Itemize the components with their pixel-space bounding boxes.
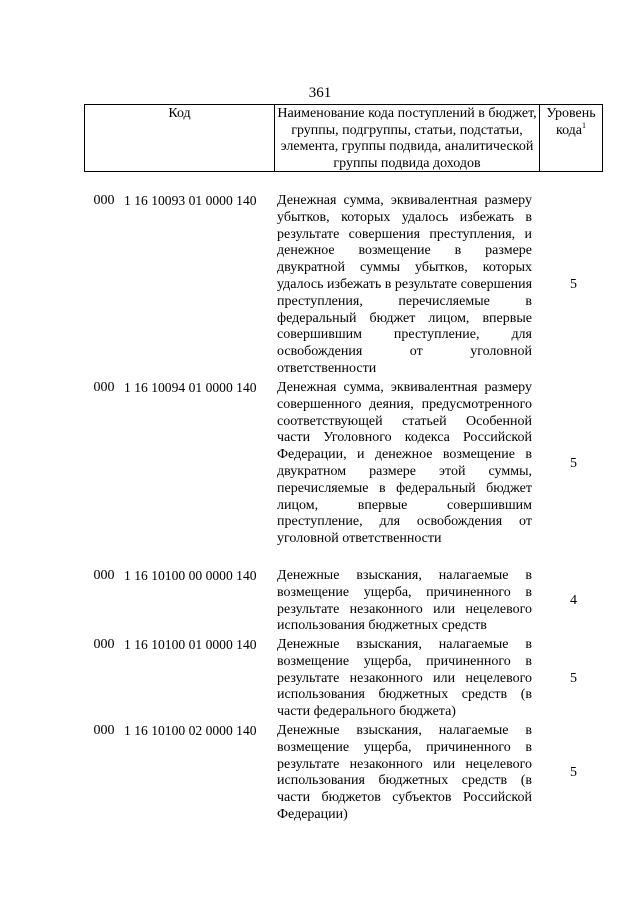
table-row — [84, 380, 603, 548]
page-number: 361 — [308, 85, 332, 101]
admin-code: 000 — [93, 193, 115, 208]
admin-code: 000 — [93, 723, 115, 738]
admin-code: 000 — [93, 568, 115, 583]
budget-code: 1 16 10094 01 0000 140 — [124, 380, 257, 395]
code-name: Денежная сумма, эквивалентная размеру убытков, которых удалось избежать в результате совершения преступления, и денежное возмещение в размере двукратной суммы убытков, которых удалось избежать в результате совершения преступления, перечисляемые в федеральный бюджет лицом, впервые совершившим преступление, для освобождения от уголовной ответственности — [277, 193, 533, 376]
table-header — [84, 104, 603, 172]
table-row — [84, 637, 603, 721]
code-level: 4 — [570, 593, 577, 609]
table-row — [84, 193, 603, 378]
header-code: Код — [84, 104, 274, 172]
table-row — [84, 723, 603, 824]
code-name: Денежные взыскания, налагаемые в возмещение ущерба, причиненного в результате незаконного или нецелевого использования бюджетных средств (в части федерального бюджета) — [277, 637, 532, 720]
code-name: Денежная сумма, эквивалентная размеру совершенного деяния, предусмотренного соответствующей статьей Особенной части Уголовного кодекса Российской Федерации, и денежное возмещение в двукратном размере этой суммы, перечисляемые в федеральный бюджет лицом, впервые совершившим преступление, для освобождения от уголовной ответственности — [277, 380, 532, 547]
budget-code: 1 16 10100 02 0000 140 — [124, 723, 257, 738]
header-name: Наименование кода поступлений в бюджет, группы, подгруппы, статьи, подстатьи, элемента, группы подвида, аналитической группы подвида доходов — [274, 104, 539, 172]
code-level: 5 — [570, 276, 577, 292]
budget-code: 1 16 10100 01 0000 140 — [124, 637, 257, 652]
code-name: Денежные взыскания, налагаемые в возмещение ущерба, причиненного в результате незаконного или нецелевого использования бюджетных средств (в части бюджетов субъектов Российской Федерации) — [277, 723, 532, 822]
header-level-label: Уровень кода — [546, 106, 596, 138]
header-level-footnote: 1 — [582, 120, 587, 130]
admin-code: 000 — [93, 637, 115, 652]
admin-code: 000 — [93, 380, 115, 395]
table-row — [84, 568, 603, 635]
code-level: 5 — [570, 670, 577, 686]
budget-code: 1 16 10100 00 0000 140 — [124, 568, 257, 583]
code-level: 5 — [570, 764, 577, 780]
code-level: 5 — [570, 455, 577, 471]
code-name: Денежные взыскания, налагаемые в возмещение ущерба, причиненного в результате незаконного или нецелевого использования бюджетных средств — [277, 568, 532, 634]
budget-code: 1 16 10093 01 0000 140 — [124, 193, 257, 208]
header-level — [539, 104, 603, 172]
